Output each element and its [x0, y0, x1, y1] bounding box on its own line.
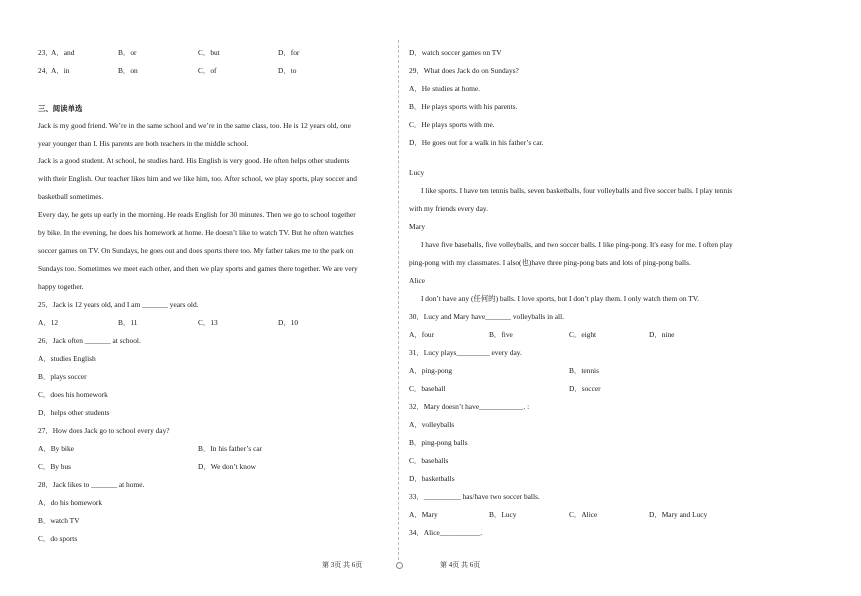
- q31-option-a: A．ping-pong: [409, 366, 453, 375]
- q25-option-a: A．12: [38, 318, 59, 327]
- passage-line: Sundays too. Sometimes we meet each other, and then we play sports and games there together. We are very: [38, 264, 358, 273]
- passage-line: by bike. In the evening, he does his homework at home. He doesn’t like to watch TV. But he often watches: [38, 228, 354, 237]
- passage-line: Jack is a good student. At school, he studies hard. His English is very good. He often helps other students: [38, 156, 350, 165]
- q32-stem: 32．Mary doesn’t have____________. :: [409, 402, 530, 411]
- mary-text: ping-pong with my classmates. I also(也)have three ping-pong bats and lots of ping-pong balls.: [409, 258, 691, 267]
- lucy-text: with my friends every day.: [409, 204, 488, 213]
- binding-hole-icon: [396, 562, 403, 569]
- q24-option-d: D．to: [278, 66, 297, 75]
- q30-option-c: C．eight: [569, 330, 597, 339]
- passage-line: Jack is my good friend. We’re in the same school and we’re in the same class, too. He is 12 years old, one: [38, 121, 351, 130]
- q32-option-a: A．volleyballs: [409, 420, 455, 429]
- q24-option-c: C．of: [198, 66, 217, 75]
- section-title: 三、阅读单选: [38, 104, 83, 113]
- passage-line: happy together.: [38, 282, 84, 291]
- q24-option-b: B．on: [118, 66, 138, 75]
- passage-line: with their English. Our teacher likes him and we like him, too. After school, we play sports, play soccer and: [38, 174, 357, 183]
- q33-option-b: B．Lucy: [489, 510, 517, 519]
- passage-line: year younger than I. His parents are both teachers in the middle school.: [38, 139, 249, 148]
- q29-option-d: D．He goes out for a walk in his father’s car.: [409, 138, 544, 147]
- q23-option-c: C．but: [198, 48, 220, 57]
- q33-stem: 33．__________ has/have two soccer balls.: [409, 492, 540, 501]
- q34-stem: 34．Alice___________.: [409, 528, 483, 537]
- q24-number: 24．: [38, 66, 53, 75]
- q23-option-a: A．and: [51, 48, 75, 57]
- q26-option-c: C．does his homework: [38, 390, 108, 399]
- q32-option-b: B．ping-pong balls: [409, 438, 468, 447]
- q28-option-b: B．watch TV: [38, 516, 80, 525]
- q31-option-b: B．tennis: [569, 366, 599, 375]
- q31-stem: 31．Lucy plays_________ every day.: [409, 348, 522, 357]
- q29-option-c: C．He plays sports with me.: [409, 120, 495, 129]
- q28-option-c: C．do sports: [38, 534, 78, 543]
- q27-option-c: C．By bus: [38, 462, 72, 471]
- q24-option-a: A．in: [51, 66, 70, 75]
- q26-option-b: B．plays soccer: [38, 372, 87, 381]
- q29-option-a: A．He studies at home.: [409, 84, 481, 93]
- q33-option-d: D．Mary and Lucy: [649, 510, 708, 519]
- q33-option-a: A．Mary: [409, 510, 438, 519]
- lucy-name: Lucy: [409, 168, 425, 177]
- mary-text: I have five baseballs, five volleyballs, and two soccer balls. I like ping-pong. It's easy for me. I often play: [421, 240, 733, 249]
- q32-option-c: C．baseballs: [409, 456, 449, 465]
- page-number-right: 第 4页 共 6页: [440, 561, 481, 569]
- column-divider: [398, 40, 399, 560]
- alice-text: I don’t have any (任何的) balls. I love sports, but I don’t play them. I only watch them on TV.: [421, 294, 699, 303]
- q30-stem: 30．Lucy and Mary have_______ volleyballs in all.: [409, 312, 564, 321]
- q27-option-d: D．We don’t know: [198, 462, 256, 471]
- q32-option-d: D．basketballs: [409, 474, 455, 483]
- passage-line: soccer games on TV. On Sundays, he goes out and does sports there too. My father takes me to the park on: [38, 246, 354, 255]
- q28-stem: 28．Jack likes to _______ at home.: [38, 480, 145, 489]
- page-number-left: 第 3页 共 6页: [322, 561, 363, 569]
- q25-option-c: C．13: [198, 318, 218, 327]
- alice-name: Alice: [409, 276, 426, 285]
- q27-option-a: A．By bike: [38, 444, 74, 453]
- q30-option-b: B．five: [489, 330, 513, 339]
- q29-option-b: B．He plays sports with his parents.: [409, 102, 518, 111]
- q29-stem: 29．What does Jack do on Sundays?: [409, 66, 519, 75]
- q26-option-a: A．studies English: [38, 354, 96, 363]
- q23-option-b: B．or: [118, 48, 137, 57]
- q31-option-d: D．soccer: [569, 384, 601, 393]
- q26-option-d: D．helps other students: [38, 408, 110, 417]
- q30-option-a: A．four: [409, 330, 435, 339]
- q30-option-d: D．nine: [649, 330, 675, 339]
- q28-option-a: A．do his homework: [38, 498, 103, 507]
- q26-stem: 26．Jack often _______ at school.: [38, 336, 141, 345]
- passage-line: basketball sometimes.: [38, 192, 104, 201]
- q31-option-c: C．baseball: [409, 384, 446, 393]
- q23-number: 23．: [38, 48, 53, 57]
- q27-stem: 27．How does Jack go to school every day?: [38, 426, 170, 435]
- q33-option-c: C．Alice: [569, 510, 598, 519]
- q25-stem: 25．Jack is 12 years old, and I am _______ years old.: [38, 300, 199, 309]
- q28-option-d: D．watch soccer games on TV: [409, 48, 502, 57]
- q25-option-b: B．11: [118, 318, 138, 327]
- lucy-text: I like sports. I have ten tennis balls, seven basketballs, four volleyballs and five soccer balls. I play tennis: [421, 186, 733, 195]
- passage-line: Every day, he gets up early in the morning. He reads English for 30 minutes. Then we go to school together: [38, 210, 356, 219]
- mary-name: Mary: [409, 222, 426, 231]
- q27-option-b: B．In his father’s car: [198, 444, 263, 453]
- q25-option-d: D．10: [278, 318, 299, 327]
- q23-option-d: D．for: [278, 48, 300, 57]
